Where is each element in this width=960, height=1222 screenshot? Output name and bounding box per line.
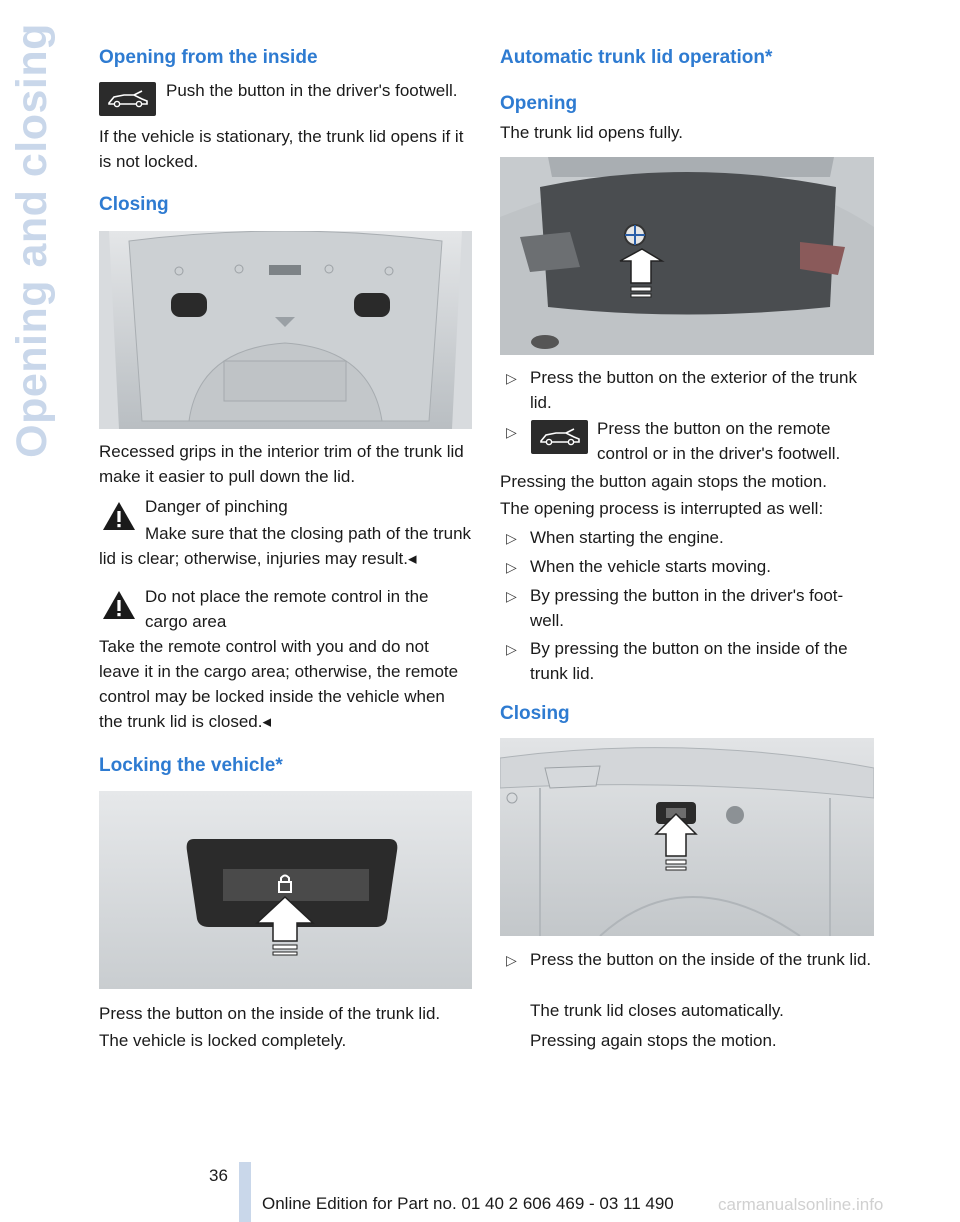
close-sub-2: Pressing again stops the motion. (530, 1031, 777, 1050)
closing-paragraph: Recessed grips in the interior trim of the trunk lid make it easier to pull down the lid. (99, 442, 464, 486)
close-bullet: Press the button on the inside of the trunk lid. (530, 950, 872, 969)
car-rear-trunk-photo (500, 157, 874, 355)
bullet-marker: ▷ (506, 641, 517, 657)
locking-paragraph-2: The vehicle is locked completely. (99, 1031, 347, 1050)
trunk-lid-interior-photo (99, 231, 472, 429)
heading-automatic-trunk: Automatic trunk lid operation* (500, 47, 773, 68)
right-column (500, 0, 874, 1080)
close-sub-1: The trunk lid closes automatically. (530, 1001, 784, 1020)
interrupt-paragraph: The opening process is interrupted as well: (500, 499, 824, 518)
bullet-marker: ▷ (506, 370, 517, 386)
warning1-title: Danger of pinching (145, 497, 288, 516)
side-chapter-title (2, 22, 62, 458)
bullet-marker: ▷ (506, 588, 517, 604)
warning-triangle-icon (101, 589, 137, 621)
warning2-text: Take the remote control with you and do not leave it in the cargo area; otherwise, the remote control may be locked inside the vehicle when the trunk lid is closed.◂ (99, 637, 459, 731)
heading-locking-vehicle: Locking the vehicle* (99, 755, 283, 776)
heading-closing: Closing (99, 194, 169, 215)
bullet-marker: ▷ (506, 559, 517, 575)
bullet-marker: ▷ (506, 952, 517, 968)
locking-button-photo (99, 791, 472, 989)
bullet-marker: ▷ (506, 424, 517, 440)
heading-opening-inside: Opening from the inside (99, 47, 318, 68)
interrupt-bullet-1: When starting the engine. (530, 528, 724, 547)
interrupt-bullet-2: When the vehicle starts moving. (530, 557, 771, 576)
interrupt-bullet-3: By pressing the button in the driver's foot‐well. (530, 586, 844, 630)
watermark-text: carmanualsonline.info (718, 1195, 884, 1214)
open-bullet-2: Press the button on the remote control or in the driver's footwell. (597, 419, 841, 463)
trunk-button-icon (531, 420, 588, 454)
heading-closing-auto: Closing (500, 703, 570, 724)
opening-inside-paragraph: If the vehicle is stationary, the trunk lid opens if it is not locked. (99, 127, 464, 171)
trunk-lid-button-photo (500, 738, 874, 936)
page-number: 36 (209, 1166, 228, 1185)
stop-paragraph: Pressing the button again stops the motion. (500, 472, 827, 491)
warning1-text: Make sure that the closing path of the trunk lid is clear; otherwise, injuries may result.◂ (99, 524, 472, 568)
trunk-button-icon (99, 82, 156, 116)
side-chapter-title-text: Opening and closing (7, 22, 56, 458)
footer-accent-bar (239, 1162, 251, 1222)
opening-inside-button-text: Push the button in the driver's footwell. (166, 81, 458, 100)
bullet-marker: ▷ (506, 530, 517, 546)
warning2-title: Do not place the remote control in the cargo area (145, 587, 429, 631)
left-column (99, 0, 472, 1080)
interrupt-bullet-4: By pressing the button on the inside of the trunk lid. (530, 639, 848, 683)
locking-paragraph-1: Press the button on the inside of the trunk lid. (99, 1004, 441, 1023)
heading-opening: Opening (500, 93, 578, 114)
opening-paragraph: The trunk lid opens fully. (500, 123, 683, 142)
open-bullet-1: Press the button on the exterior of the trunk lid. (530, 368, 857, 412)
footer-edition-text: Online Edition for Part no. 01 40 2 606 469 - 03 11 490 (262, 1194, 674, 1213)
